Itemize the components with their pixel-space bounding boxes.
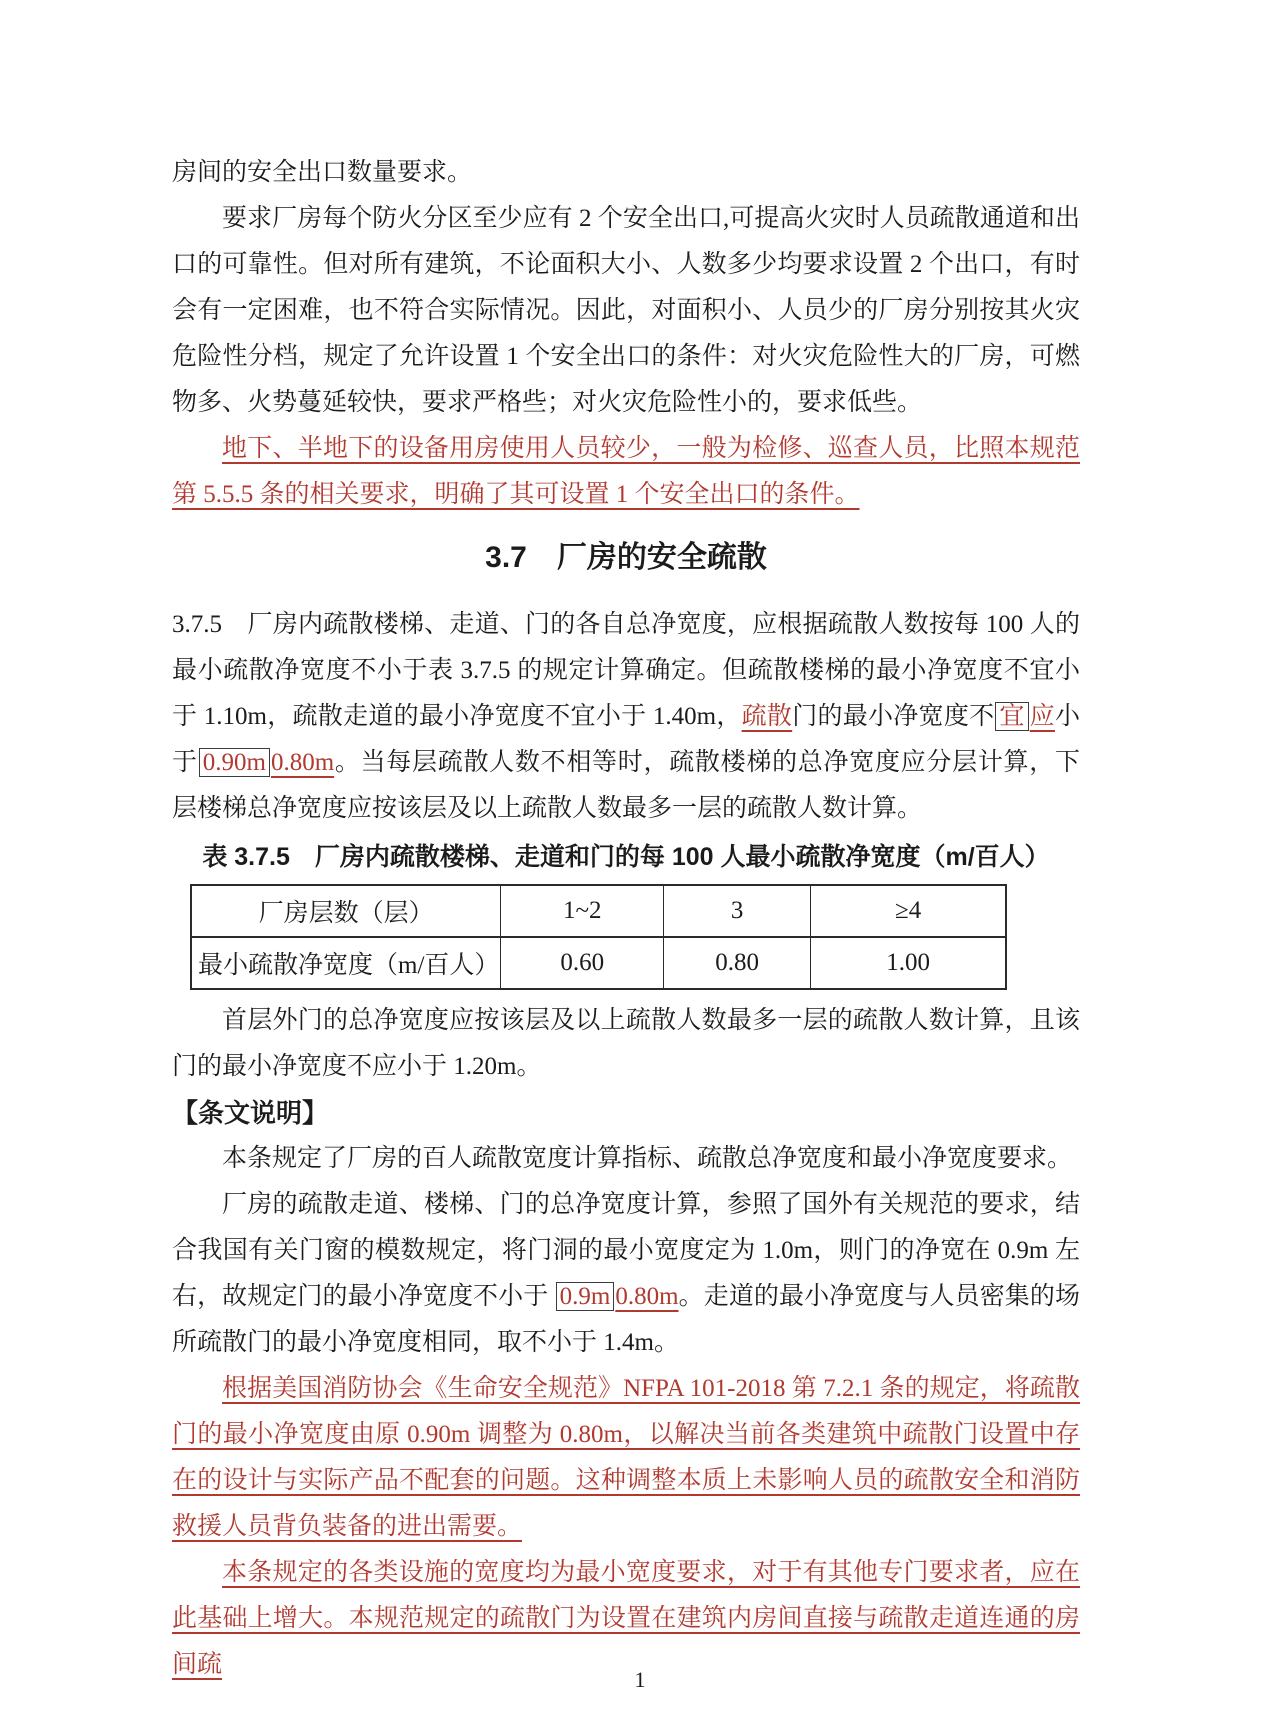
deleted-text: 0.9m: [556, 1282, 615, 1311]
table-cell: 3: [664, 885, 811, 937]
text-run: 。走道的最小净宽度与人员密集的场所疏散门的最小净宽度相同，取不小于 1.4m。: [172, 1283, 1080, 1356]
paragraph: [172, 1136, 1080, 1182]
text-run: 首层外门的总净宽度应按该层及以上疏散人数最多一层的疏散人数计算，且该门的最小净宽度不应小于 1.20m。: [172, 1007, 1080, 1080]
inserted-text: 根据美国消防协会《生命安全规范》NFPA 101-2018 第 7.2.1 条的规定，将疏散门的最小净宽度由原 0.90m 调整为 0.80m，以解决当前各类建筑中疏散门设置中存在的设计与实际产品不配套的问题。这种调整本质上未影响人员的疏散安全和消防救援人员背负装备的进出需要。: [172, 1375, 1080, 1540]
document-body: [172, 150, 1080, 1688]
paragraph: [172, 602, 1080, 832]
table-row: [191, 885, 1006, 937]
text-run: 小于: [172, 703, 1080, 776]
text-run: 要求厂房每个防火分区至少应有 2 个安全出口,可提高火灾时人员疏散通道和出口的可靠性。但对所有建筑，不论面积大小、人数多少均要求设置 2 个出口，有时会有一定困难，也不符合实际情况。因此，对面积小、人员少的厂房分别按其火灾危险性分档，规定了允许设置 1 个安全出口的条件：对火灾危险性大的厂房，可燃物多、火势蔓延较快，要求严格些；对火灾危险性小的，要求低些。: [172, 205, 1080, 416]
table-row: [191, 937, 1006, 989]
table-title: 表 3.7.5 厂房内疏散楼梯、走道和门的每 100 人最小疏散净宽度（m/百人）: [202, 843, 1050, 871]
table-cell: 0.80: [664, 937, 811, 989]
commentary-heading: 【条文说明】: [172, 1098, 329, 1128]
text-run: 本条规定了厂房的百人疏散宽度计算指标、疏散总净宽度和最小净宽度要求。: [222, 1145, 1073, 1172]
text-run: 房间的安全出口数量要求。: [172, 159, 473, 186]
inserted-text: 0.80m: [270, 749, 335, 776]
inserted-text: 本条规定的各类设施的宽度均为最小宽度要求，对于有其他专门要求者，应在此基础上增大。本规范规定的疏散门为设置在建筑内房间直接与疏散走道连通的房间疏: [172, 1559, 1080, 1678]
inserted-text: 地下、半地下的设备用房使用人员较少，一般为检修、巡查人员，比照本规范第 5.5.5 条的相关要求，明确了其可设置 1 个安全出口的条件。: [172, 435, 1080, 508]
deleted-text: 0.90m: [199, 748, 270, 777]
paragraph: [172, 998, 1080, 1090]
inserted-text: 疏散: [741, 703, 793, 730]
text-run: 厂房的疏散走道、楼梯、门的总净宽度计算，参照了国外有关规范的要求，结合我国有关门窗的模数规定，将门洞的最小宽度定为 1.0m，则门的净宽在 0.9m 左右，故规定门的最小净宽度不小于: [172, 1191, 1080, 1310]
text-run: 门的最小净宽度不: [792, 703, 995, 730]
section-heading: 3.7 厂房的安全疏散: [485, 541, 767, 574]
paragraph: [172, 150, 1080, 196]
inserted-text: 0.80m: [615, 1283, 679, 1310]
page-number: 1: [634, 1667, 646, 1692]
table-cell: 最小疏散净宽度（m/百人）: [191, 937, 501, 989]
table-cell: 1~2: [501, 885, 664, 937]
paragraph: [172, 1366, 1080, 1550]
text-run: 3.7.5 厂房内疏散楼梯、走道、门的各自总净宽度，应根据疏散人数按每 100 人的最小疏散净宽度不小于表 3.7.5 的规定计算确定。但疏散楼梯的最小净宽度不宜小于 1.10m，疏散走道的最小净宽度不宜小于 1.40m，: [172, 611, 1080, 730]
spec-table: [190, 884, 1007, 990]
table-cell: 厂房层数（层）: [191, 885, 501, 937]
paragraph: [172, 426, 1080, 518]
table-cell: 0.60: [501, 937, 664, 989]
table-cell: 1.00: [811, 937, 1007, 989]
table-cell: ≥4: [811, 885, 1007, 937]
inserted-text: 应: [1029, 703, 1055, 730]
deleted-text: 宜: [995, 702, 1028, 731]
paragraph: [172, 1182, 1080, 1366]
text-run: 。当每层疏散人数不相等时，疏散楼梯的总净宽度应分层计算，下层楼梯总净宽度应按该层及以上疏散人数最多一层的疏散人数计算。: [172, 749, 1080, 822]
paragraph: [172, 196, 1080, 426]
